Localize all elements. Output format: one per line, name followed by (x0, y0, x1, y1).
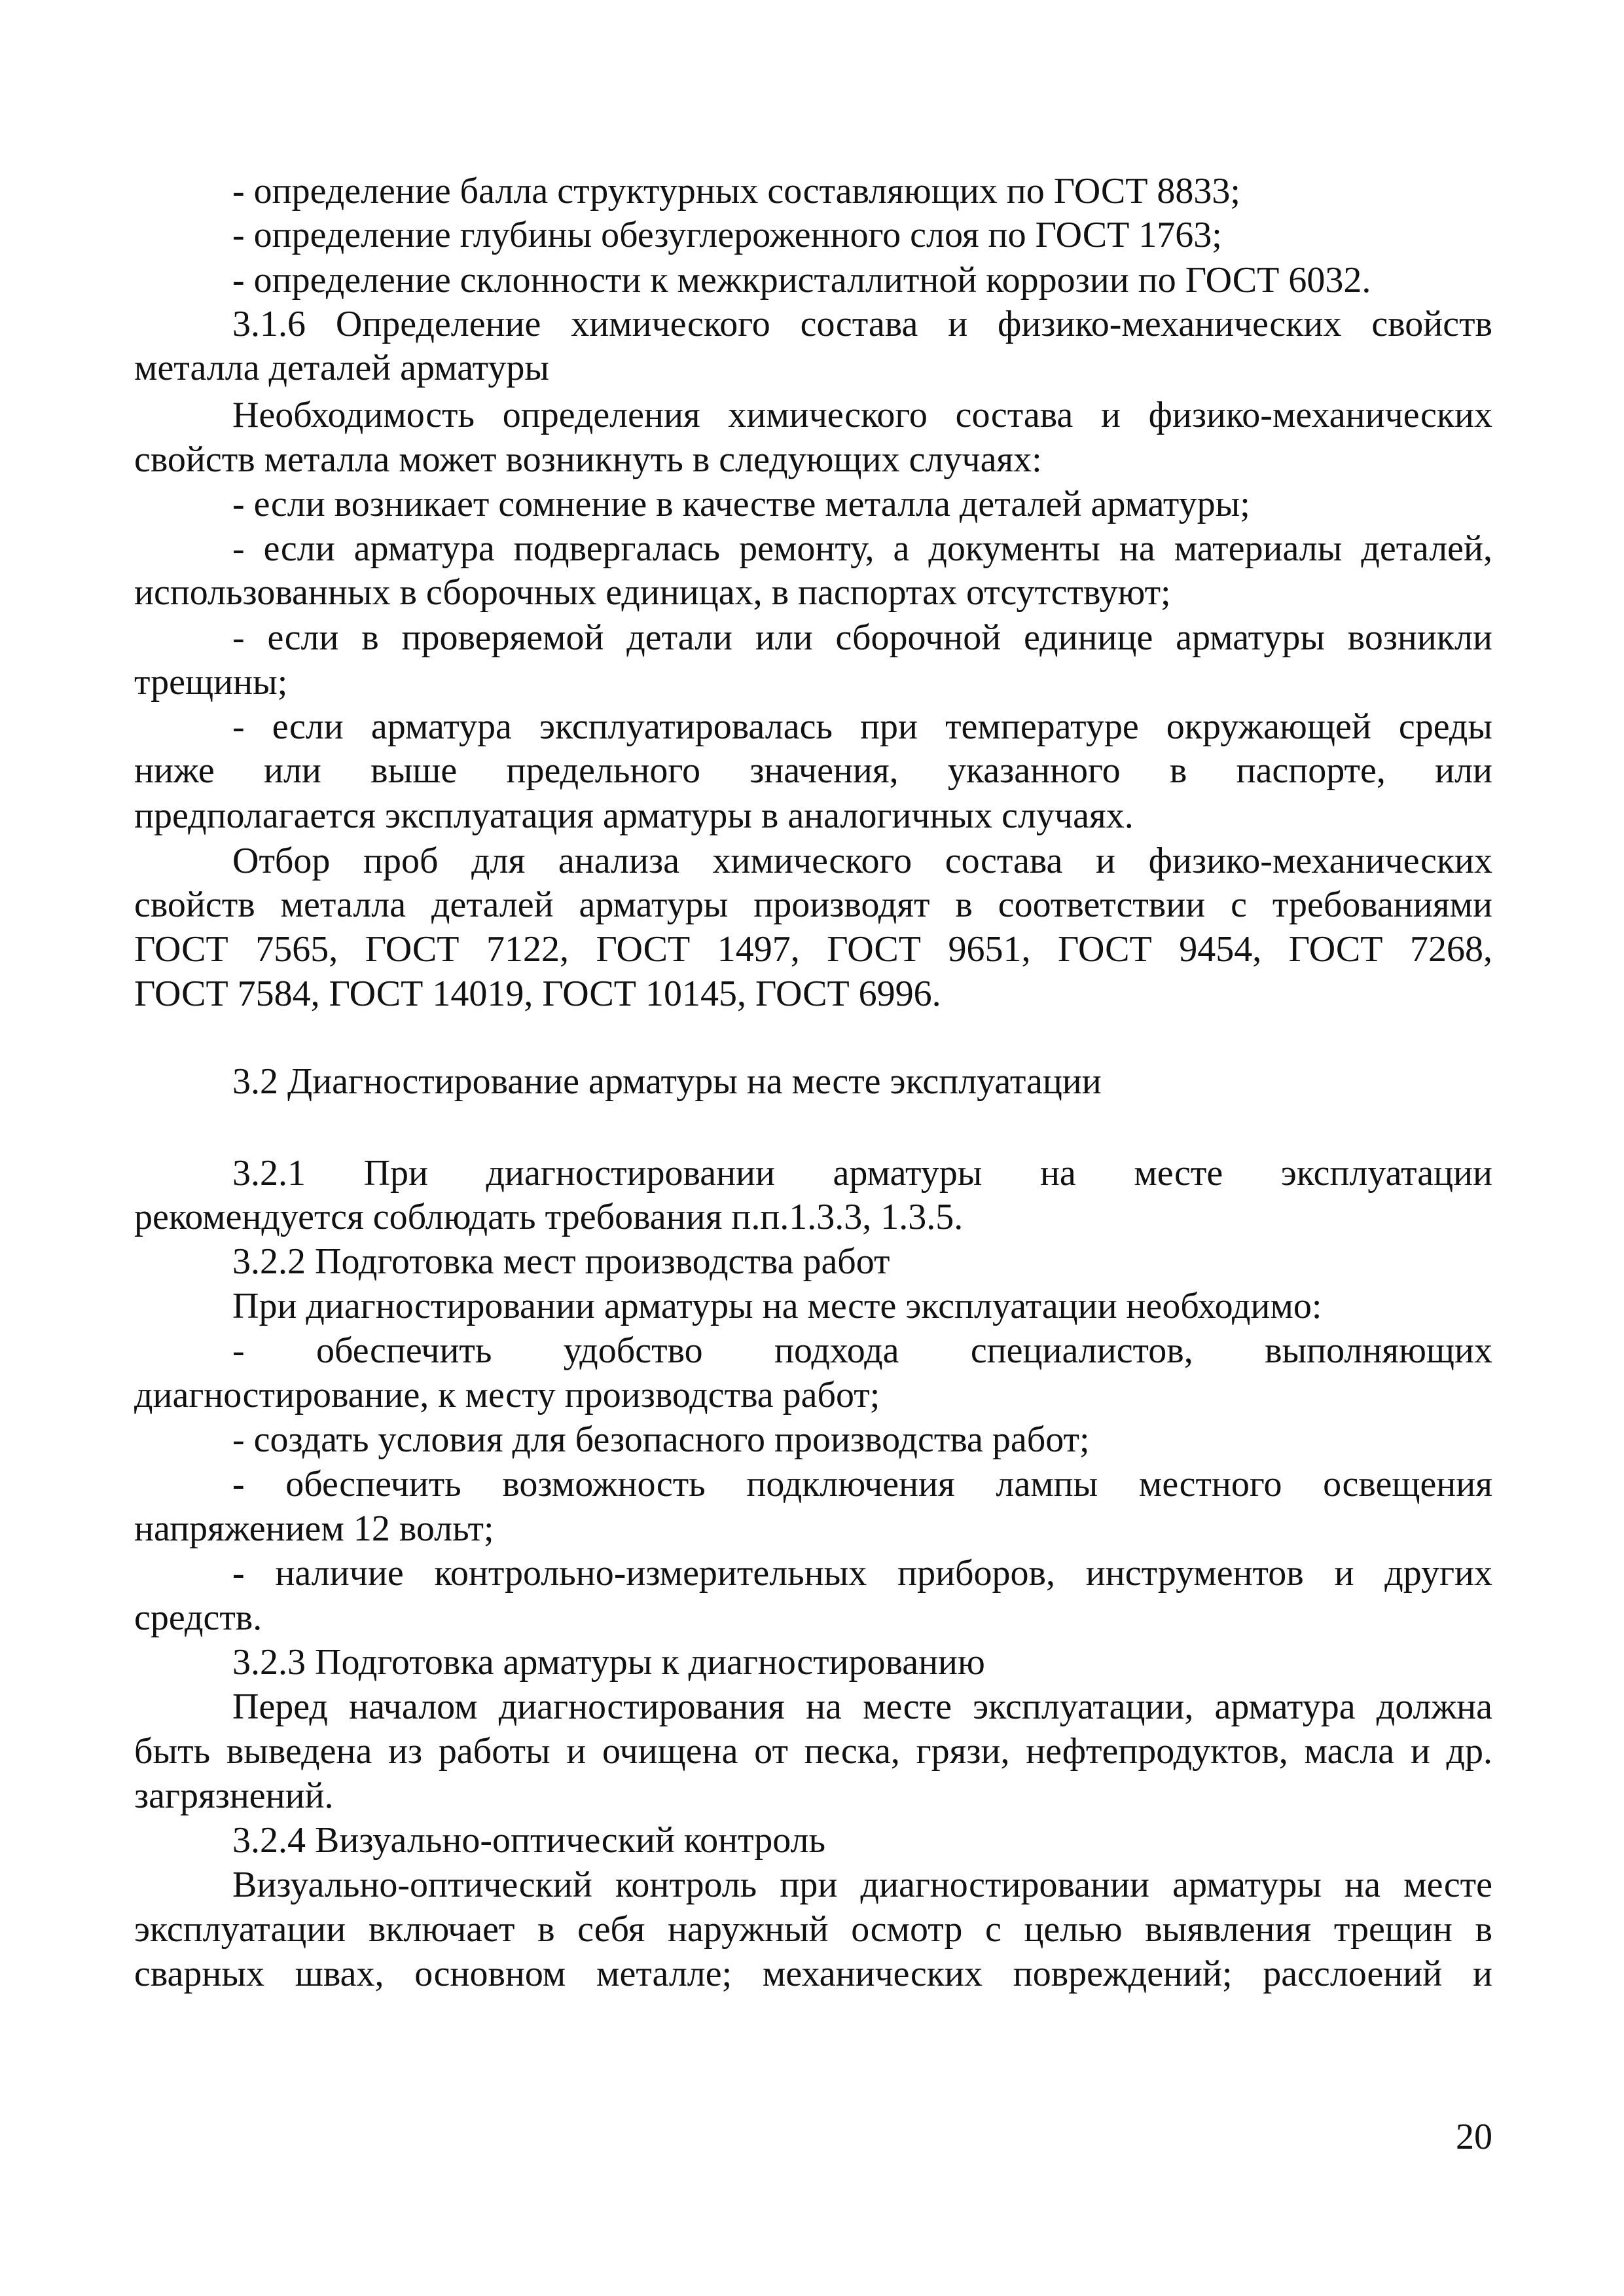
text-line: ниже или выше предельного значения, указанного в паспорте, или (134, 750, 1492, 791)
text-line: - создать условия для безопасного производства работ; (232, 1419, 1090, 1460)
text-line: - если возникает сомнение в качестве металла деталей арматуры; (232, 484, 1250, 524)
text-line: свойств металла может возникнуть в следующих случаях: (134, 439, 1042, 480)
text-line: - наличие контрольно-измерительных приборов, инструментов и других (232, 1553, 1492, 1594)
page-number: 20 (1456, 2117, 1492, 2157)
text-line: - если арматура эксплуатировалась при температуре окружающей среды (232, 706, 1492, 747)
text-line: средств. (134, 1597, 262, 1638)
text-line: предполагается эксплуатация арматуры в аналогичных случаях. (134, 795, 1134, 836)
text-line: использованных в сборочных единицах, в паспортах отсутствуют; (134, 572, 1171, 613)
text-line: 3.2.1 При диагностировании арматуры на месте эксплуатации (232, 1153, 1492, 1194)
text-line: загрязнений. (134, 1776, 334, 1816)
text-line: быть выведена из работы и очищена от песка, грязи, нефтепродуктов, масла и др. (134, 1731, 1492, 1772)
section-heading: 3.2 Диагностирование арматуры на месте эксплуатации (232, 1061, 1102, 1102)
text-line: - определение балла структурных составляющих по ГОСТ 8833; (232, 171, 1240, 211)
text-line: При диагностировании арматуры на месте эксплуатации необходимо: (232, 1286, 1322, 1326)
text-line: Перед началом диагностирования на месте эксплуатации, арматура должна (232, 1686, 1492, 1727)
text-line: - обеспечить удобство подхода специалистов, выполняющих (232, 1330, 1492, 1371)
text-line: Необходимость определения химического состава и физико-механических (232, 395, 1492, 435)
text-line: свойств металла деталей арматуры производят в соответствии с требованиями (134, 884, 1492, 925)
section-heading: 3.2.3 Подготовка арматуры к диагностированию (232, 1642, 985, 1683)
text-line: эксплуатации включает в себя наружный осмотр с целью выявления трещин в (134, 1909, 1492, 1950)
text-line: Визуально-оптический контроль при диагностировании арматуры на месте (232, 1865, 1492, 1905)
text-line: Отбор проб для анализа химического состава и физико-механических (232, 841, 1492, 881)
section-heading: 3.1.6 Определение химического состава и физико-механических свойств (232, 304, 1492, 344)
text-line: трещины; (134, 662, 288, 702)
text-line: - определение склонности к межкристаллитной коррозии по ГОСТ 6032. (232, 260, 1371, 301)
text-line: ГОСТ 7584, ГОСТ 14019, ГОСТ 10145, ГОСТ 6996. (134, 974, 941, 1014)
text-line: сварных швах, основном металле; механических повреждений; расслоений и (134, 1954, 1492, 1994)
text-line: - если в проверяемой детали или сборочной единице арматуры возникли (232, 617, 1492, 658)
text-line: - обеспечить возможность подключения лампы местного освещения (232, 1464, 1492, 1504)
text-line: - если арматура подвергалась ремонту, а документы на материалы деталей, (232, 528, 1492, 569)
section-heading: металла деталей арматуры (134, 348, 549, 388)
text-line: диагностирование, к месту производства работ; (134, 1375, 880, 1415)
text-line: - определение глубины обезуглероженного слоя по ГОСТ 1763; (232, 215, 1222, 255)
text-line: напряжением 12 вольт; (134, 1508, 494, 1549)
text-line: ГОСТ 7565, ГОСТ 7122, ГОСТ 1497, ГОСТ 9651, ГОСТ 9454, ГОСТ 7268, (134, 929, 1492, 970)
section-heading: 3.2.2 Подготовка мест производства работ (232, 1241, 890, 1282)
section-heading: 3.2.4 Визуально-оптический контроль (232, 1820, 826, 1861)
text-line: рекомендуется соблюдать требования п.п.1.3.3, 1.3.5. (134, 1197, 964, 1237)
